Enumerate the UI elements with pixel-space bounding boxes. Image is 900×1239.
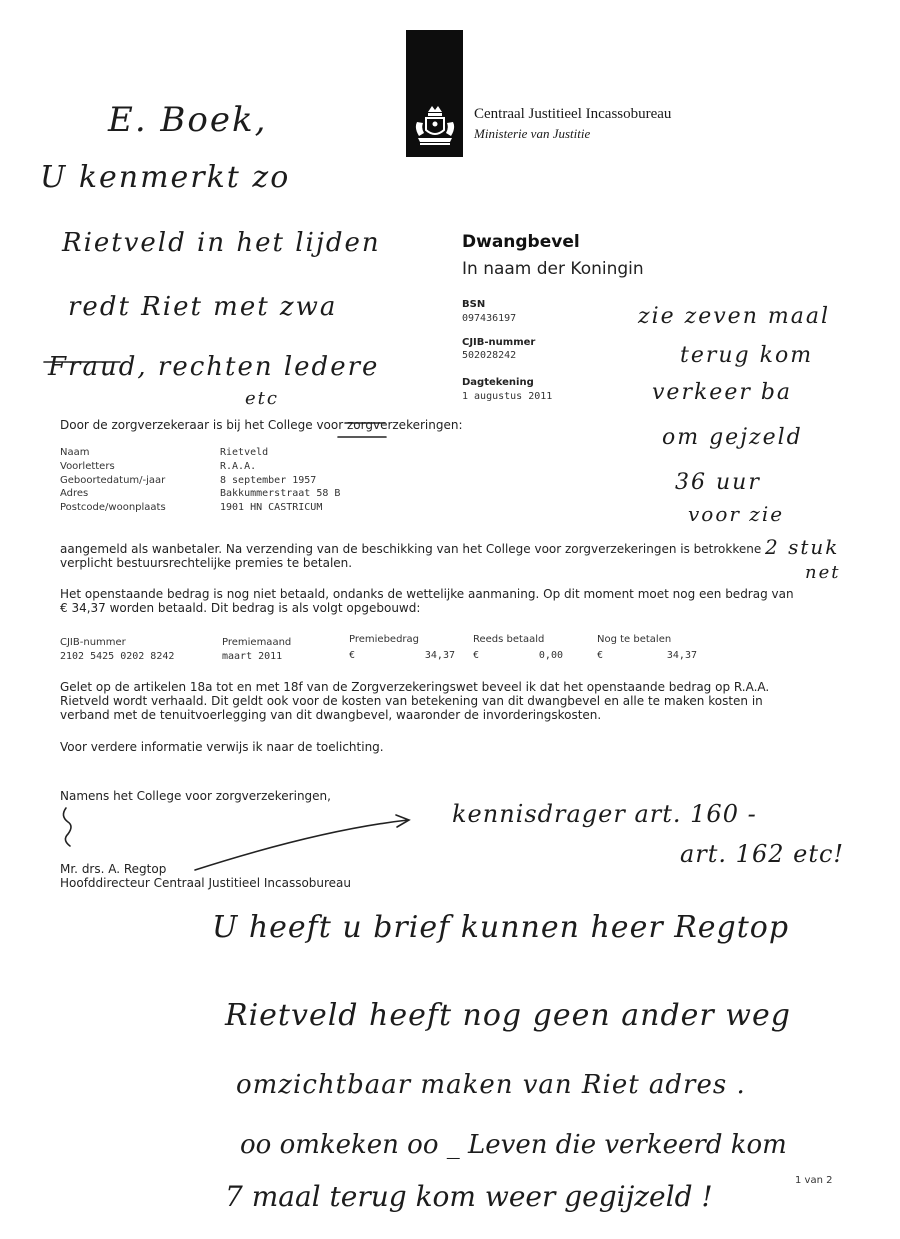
ministry-name: Ministerie van Justitie: [474, 126, 591, 141]
amounts-month: maart 2011: [222, 651, 283, 662]
paragraph-2-line: € 34,37 worden betaald. Dit bedrag is als volgt opgebouwd:: [60, 601, 421, 615]
handwriting-note: zie zeven maal: [638, 304, 830, 329]
paragraph-1-line: aangemeld als wanbetaler. Na verzending van de beschikking van het College voor zorgverzekeringen is betrokkene: [60, 542, 762, 556]
page-number: 1 van 2: [795, 1175, 833, 1186]
document-title: Dwangbevel: [462, 232, 580, 252]
amounts-header: CJIB-nummer: [60, 637, 126, 648]
paragraph-2-line: Het openstaande bedrag is nog niet betaald, ondanks de wettelijke aanmaning. Op dit moment moet nog een bedrag van: [60, 587, 794, 601]
paragraph-3-line: Gelet op de artikelen 18a tot en met 18f van de Zorgverzekeringswet beveel ik dat het openstaande bedrag op R.A.A.: [60, 680, 770, 694]
amounts-cjib: 2102 5425 0202 8242: [60, 651, 175, 662]
person-label: Geboortedatum/-jaar: [60, 475, 166, 486]
amounts-currency: €: [349, 650, 356, 661]
handwriting-note: Rietveld heeft nog geen ander weg: [225, 998, 791, 1033]
person-label: Naam: [60, 447, 90, 458]
cjib-value: 502028242: [462, 350, 517, 361]
handwriting-note: net: [805, 562, 841, 583]
handwriting-note: 2 stuk: [765, 535, 840, 559]
paragraph-3-line: Rietveld wordt verhaald. Dit geldt ook voor de kosten van betekening van dit dwangbevel en alle te maken kosten in: [60, 694, 763, 708]
date-label: Dagtekening: [462, 377, 534, 388]
signatory-name: Mr. drs. A. Regtop: [60, 862, 167, 876]
arrow-line: [195, 820, 408, 870]
amounts-paid: 0,00: [538, 650, 563, 661]
handwriting-note: etc: [245, 388, 279, 409]
amounts-header: Reeds betaald: [473, 634, 545, 645]
handwriting-note: oo omkeken oo _ Leven die verkeerd kom: [240, 1130, 787, 1160]
amounts-header: Nog te betalen: [597, 634, 672, 645]
person-value: 1901 HN CASTRICUM: [220, 502, 323, 513]
paragraph-1-line: verplicht bestuursrechtelijke premies te betalen.: [60, 556, 353, 570]
signatory-title: Hoofddirecteur Centraal Justitieel Incassobureau: [60, 876, 352, 890]
handwriting-note: E. Boek,: [108, 100, 268, 140]
signature-scribble: [63, 808, 71, 846]
handwriting-note: voor zie: [688, 502, 785, 526]
person-value: R.A.A.: [220, 461, 257, 472]
person-label: Adres: [60, 488, 89, 499]
handwriting-note: kennisdrager art. 160 -: [452, 800, 757, 828]
amounts-due: 34,37: [666, 650, 697, 661]
amounts-premium: 34,37: [424, 650, 455, 661]
handwriting-note: art. 162 etc!: [680, 840, 845, 868]
handwriting-note: redt Riet met zwa: [68, 292, 338, 322]
org-name: Centraal Justitieel Incassobureau: [474, 106, 672, 122]
amounts-header: Premiebedrag: [349, 634, 420, 645]
handwriting-note: Fraud, rechten ledere: [48, 352, 380, 382]
person-label: Postcode/woonplaats: [60, 502, 166, 513]
handwriting-note: om gejzeld: [662, 425, 803, 450]
person-value: 8 september 1957: [220, 475, 317, 486]
bsn-label: BSN: [462, 299, 486, 310]
handwriting-note: 7 maal terug kom weer gegijzeld !: [225, 1180, 713, 1213]
handwriting-note: 36 uur: [675, 470, 761, 495]
date-value: 1 augustus 2011: [462, 391, 553, 402]
amounts-header: Premiemaand: [222, 637, 292, 648]
intro-text: Door de zorgverzekeraar is bij het College voor zorgverzekeringen:: [60, 418, 463, 432]
document-subtitle: In naam der Koningin: [462, 259, 644, 279]
person-value: Rietveld: [220, 447, 269, 458]
paragraph-3-line: verband met de tenuitvoerlegging van dit dwangbevel, waaronder de invorderingskosten.: [60, 708, 602, 722]
paragraph-4: Voor verdere informatie verwijs ik naar de toelichting.: [60, 740, 384, 754]
handwriting-note: U kenmerkt zo: [40, 160, 291, 195]
handwriting-note: verkeer ba: [652, 380, 793, 405]
person-value: Bakkummerstraat 58 B: [220, 488, 341, 499]
handwriting-note: Rietveld in het lijden: [62, 228, 381, 258]
handwriting-note: omzichtbaar maken van Riet adres .: [236, 1070, 746, 1100]
cjib-label: CJIB-nummer: [462, 337, 536, 348]
closing-text: Namens het College voor zorgverzekeringen,: [60, 789, 331, 803]
amounts-currency: €: [597, 650, 604, 661]
person-label: Voorletters: [60, 461, 115, 472]
handwriting-note: U heeft u brief kunnen heer Regtop: [212, 910, 790, 945]
handwriting-note: terug kom: [680, 343, 814, 368]
bsn-value: 097436197: [462, 313, 517, 324]
amounts-currency: €: [473, 650, 480, 661]
